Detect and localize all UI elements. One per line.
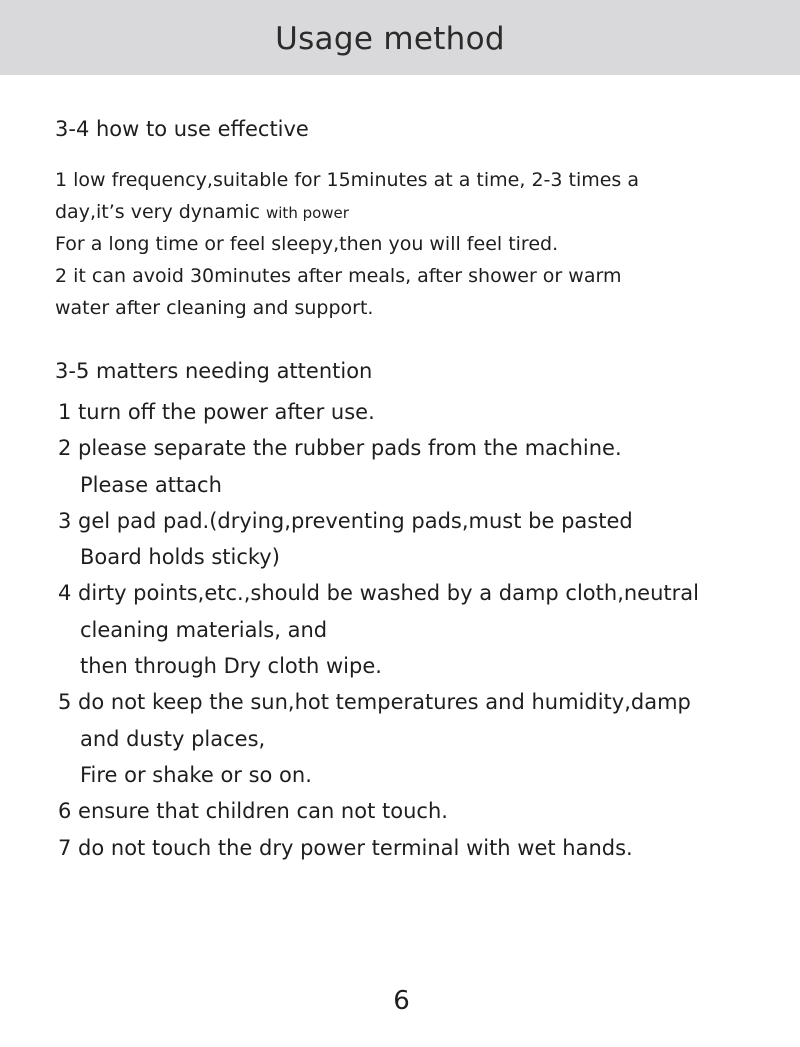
attention-item-continuation: then through Dry cloth wipe. [80, 654, 382, 679]
paragraph-line-text: day,it’s very dynamic [55, 201, 266, 223]
attention-item: 5 do not keep the sun,hot temperatures and humidity,damp [58, 690, 691, 715]
section-heading-attention: 3-5 matters needing attention [55, 359, 373, 383]
attention-item: 4 dirty points,etc.,should be washed by a damp cloth,neutral [58, 581, 699, 606]
attention-item-continuation: Fire or shake or so on. [80, 762, 312, 787]
attention-item: 1 turn off the power after use. [58, 400, 375, 424]
paragraph-line: For a long time or feel sleepy,then you will feel tired. [55, 233, 559, 255]
attention-item: 2 please separate the rubber pads from the machine. [58, 436, 622, 461]
attention-item-continuation: cleaning materials, and [80, 617, 328, 642]
attention-item-continuation: Board holds sticky) [80, 545, 280, 570]
paragraph-line: 2 it can avoid 30minutes after meals, after shower or warm [55, 265, 622, 287]
header-band [0, 0, 800, 75]
attention-item-continuation: Please attach [80, 472, 222, 497]
attention-item-continuation: and dusty places, [80, 726, 266, 751]
attention-list [58, 394, 758, 866]
paragraph-line-small-text: with power [266, 204, 349, 222]
attention-item: 7 do not touch the dry power terminal with wet hands. [58, 835, 633, 860]
section-heading-effective-use: 3-4 how to use effective [55, 117, 309, 141]
paragraph-line [55, 196, 349, 229]
page-number: 6 [393, 986, 410, 1016]
attention-item: 3 gel pad pad.(drying,preventing pads,must be pasted [58, 508, 633, 533]
attention-item: 6 ensure that children can not touch. [58, 799, 448, 824]
paragraph-line: water after cleaning and support. [55, 297, 374, 319]
page-title: Usage method [275, 21, 505, 57]
paragraph-line: 1 low frequency,suitable for 15minutes at a time, 2-3 times a [55, 169, 640, 191]
